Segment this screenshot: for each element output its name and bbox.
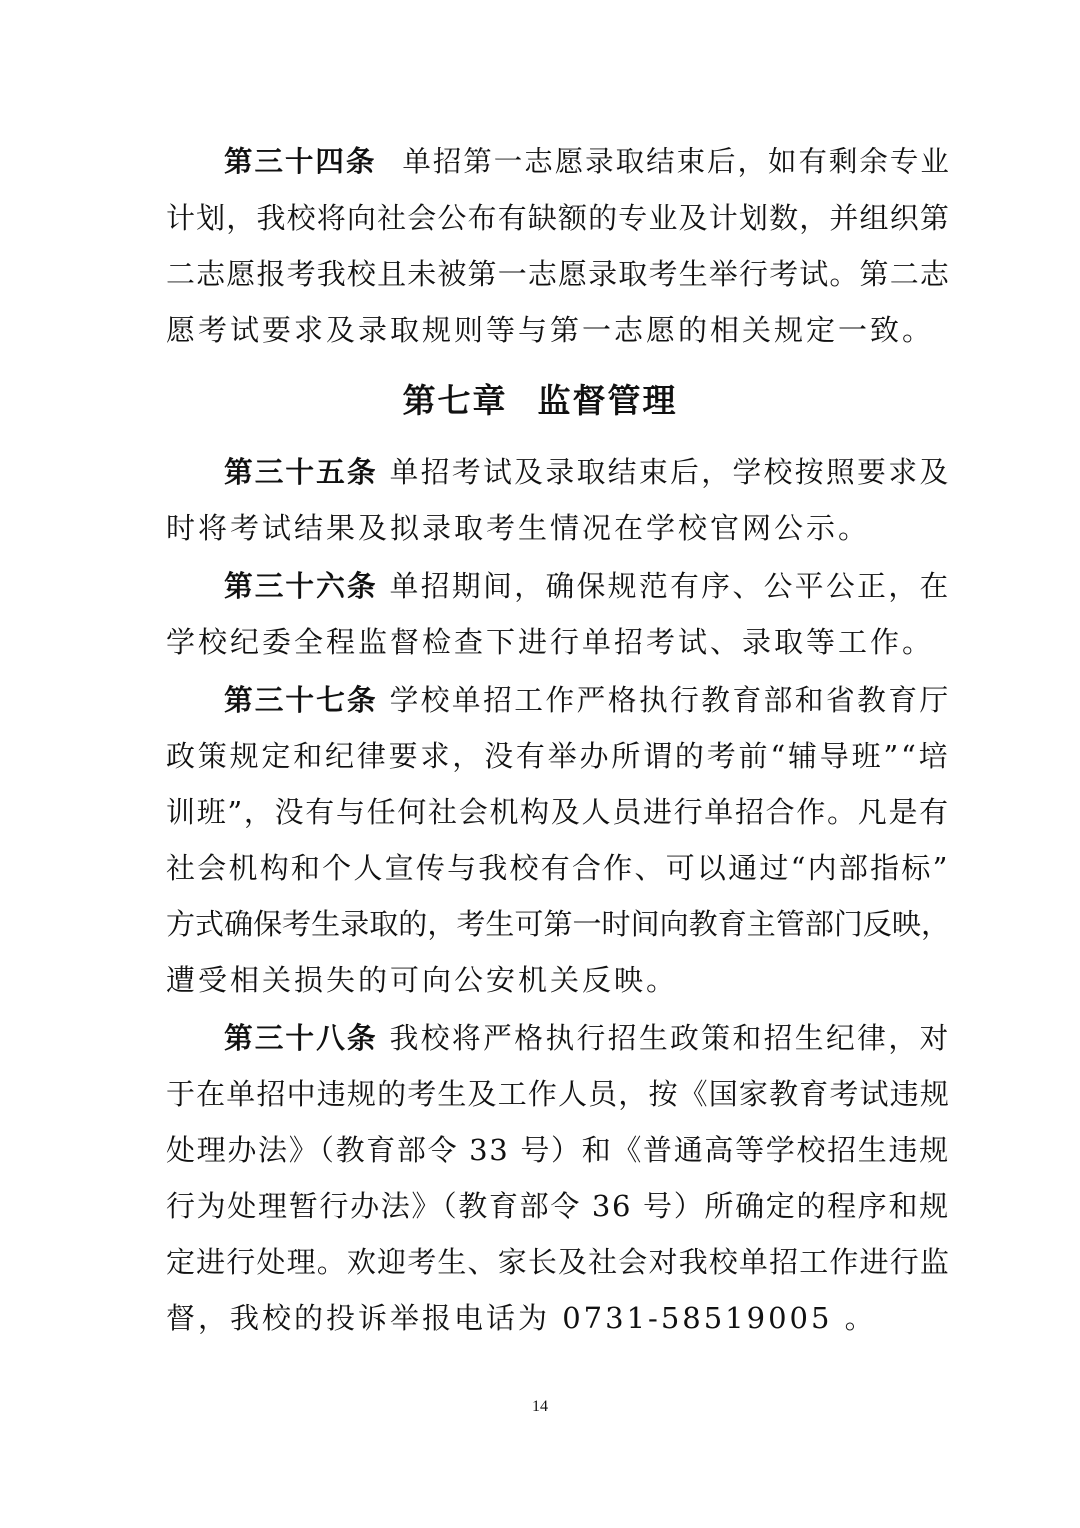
article-36-line-2: 学校纪委全程监督检查下进行单招考试、录取等工作。 (166, 625, 935, 659)
article-38-number: 第三十八条 (224, 1021, 378, 1055)
article-34-line-3: 二志愿报考我校且未被第一志愿录取考生举行考试。第二志 (166, 257, 951, 291)
article-38-line-5: 定进行处理。欢迎考生、家长及社会对我校单招工作进行监 (166, 1245, 951, 1279)
article-37-line-4: 社会机构和个人宣传与我校有合作、可以通过“内部指标” (166, 851, 950, 885)
article-37-line-6: 遭受相关损失的可向公安机关反映。 (166, 963, 679, 997)
article-37-text-1: 学校单招工作严格执行教育部和省教育厅 (389, 683, 951, 717)
article-38-line-6: 督，我校的投诉举报电话为 0731-58519005 。 (166, 1301, 877, 1335)
article-36-line-1 (224, 566, 951, 606)
article-37-number: 第三十七条 (224, 683, 378, 717)
article-37-line-5: 方式确保考生录取的，考生可第一时间向教育主管部门反映， (166, 907, 951, 941)
article-34-line-2: 计划，我校将向社会公布有缺额的专业及计划数，并组织第 (166, 201, 951, 235)
article-35-line-1 (224, 452, 951, 492)
article-34-line-4: 愿考试要求及录取规则等与第一志愿的相关规定一致。 (166, 313, 935, 347)
article-37-line-3: 训班”，没有与任何社会机构及人员进行单招合作。凡是有 (166, 795, 950, 829)
article-34-line-1 (224, 142, 951, 182)
page-number: 14 (532, 1398, 548, 1415)
article-35-number: 第三十五条 (224, 455, 378, 489)
chapter-title: 监督管理 (537, 381, 678, 420)
article-38-line-1 (224, 1018, 951, 1058)
article-34-text-1: 单招第一志愿录取结束后，如有剩余专业 (402, 145, 951, 178)
article-38-line-4: 行为处理暂行办法》（教育部令 36 号）所确定的程序和规 (166, 1189, 950, 1223)
article-38-text-1: 我校将严格执行招生政策和招生纪律，对 (389, 1021, 951, 1055)
article-36-number: 第三十六条 (224, 569, 378, 603)
article-37-line-1 (224, 680, 951, 720)
article-34-number: 第三十四条 (224, 145, 377, 178)
article-38-line-3: 处理办法》（教育部令 33 号）和《普通高等学校招生违规 (166, 1133, 950, 1167)
chapter-number: 第七章 (402, 381, 508, 420)
chapter-heading (0, 379, 1080, 423)
article-38-line-2: 于在单招中违规的考生及工作人员，按《国家教育考试违规 (166, 1077, 951, 1111)
article-36-text-1: 单招期间，确保规范有序、公平公正，在 (389, 569, 951, 603)
article-35-text-1: 单招考试及录取结束后，学校按照要求及 (389, 455, 951, 489)
article-35-line-2: 时将考试结果及拟录取考生情况在学校官网公示。 (166, 511, 871, 545)
article-37-line-2: 政策规定和纪律要求，没有举办所谓的考前“辅导班”“培 (166, 739, 951, 773)
